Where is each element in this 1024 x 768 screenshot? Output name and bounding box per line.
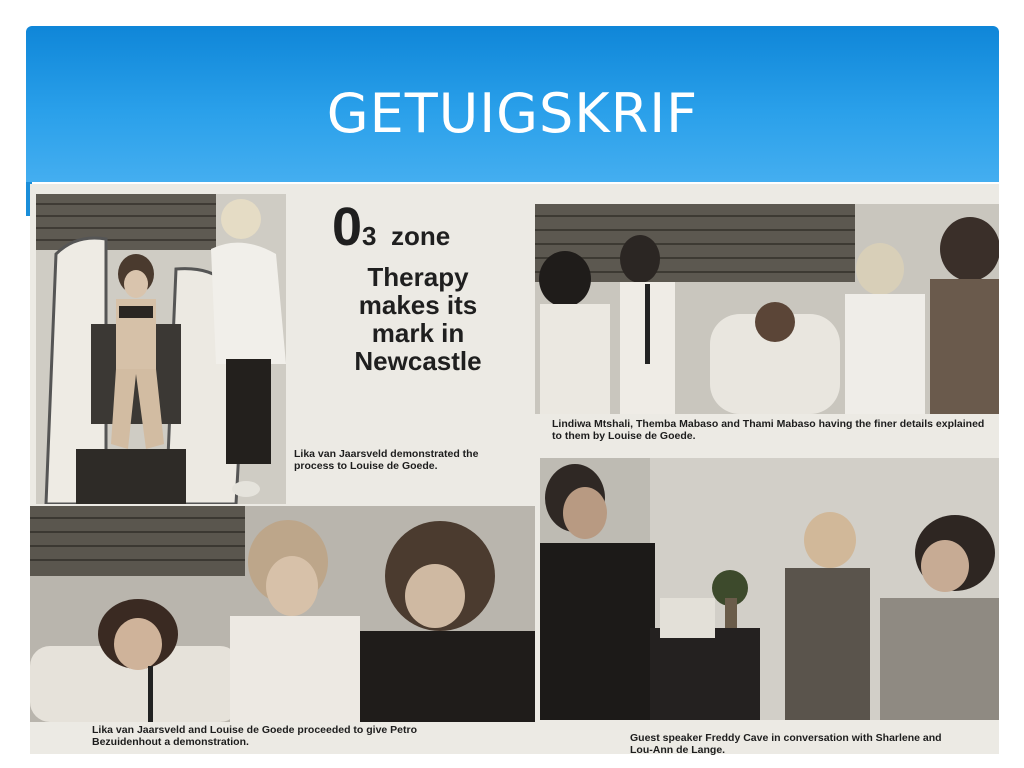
headline-line-3: makes its [358,290,478,320]
photo-guest-speaker [540,458,999,720]
photo-ozone-pod-demo [36,194,286,504]
photo-group-explanation [535,204,999,414]
title-banner [26,26,999,182]
article-headline [318,197,518,376]
headline-zone: zone [390,221,451,251]
headline-3: 3 [362,221,377,251]
headline-line-5: Newcastle [354,346,482,376]
caption-bottom-right: Guest speaker Freddy Cave in conversation with Sharlene and Lou-Ann de Lange. [630,732,942,756]
headline-line-2: Therapy [367,262,469,292]
headline-line-4: mark in [371,318,465,348]
caption-bottom-left: Lika van Jaarsveld and Louise de Goede proceeded to give Petro Bezuidenhout a demonstration. [92,724,418,748]
newspaper-clipping [30,184,999,754]
caption-top-right: Lindiwa Mtshali, Themba Mabaso and Thami Mabaso having the finer details explained to them by Louise de Goede. [552,418,985,442]
caption-top-left: Lika van Jaarsveld demonstrated the process to Louise de Goede. [294,448,479,472]
slide-title: GETUIGSKRIF [326,82,699,145]
photo-petro-demonstration [30,506,535,722]
headline-o: 0 [332,197,363,257]
